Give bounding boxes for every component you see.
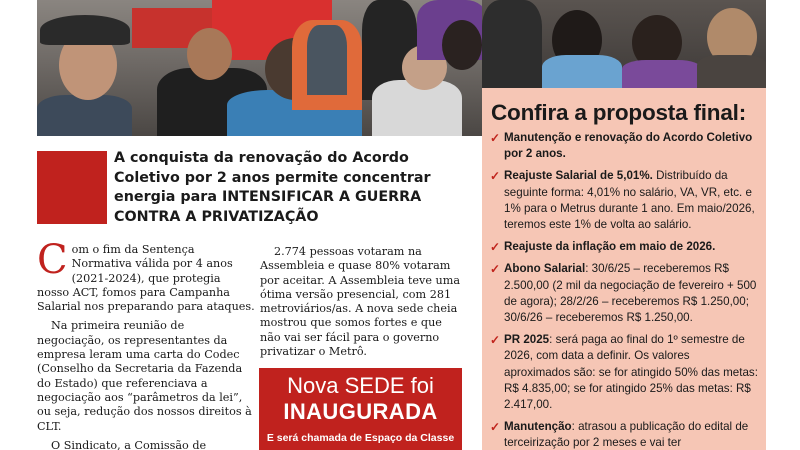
article-headline: A conquista da renovação do Acordo Coletivo por 2 anos permite concentrar energia para INTENSIFICAR A GUERRA CONTRA A PRIVATIZAÇÃO xyxy=(114,150,431,225)
headline-red-square xyxy=(37,151,107,224)
proposal-item xyxy=(490,168,758,233)
article-paragraph-3: O Sindicato, a Comissão de xyxy=(51,438,207,450)
new-headquarters-line2: INAUGURADA xyxy=(283,399,438,424)
proposal-item-lead: Manutenção xyxy=(504,420,572,434)
proposal-item-text: : será paga ao final do 1º semestre de 2026, com data a definir. Os valores aproximados são: se for atingido 50% das metas: R$ 4.835,00; se for atingido 25% das metas: R$ 2.417,00. xyxy=(504,333,758,412)
proposal-item xyxy=(490,419,758,450)
photo-person xyxy=(37,95,132,136)
check-icon: ✓ xyxy=(490,333,501,348)
assembly-photo-right xyxy=(482,0,766,88)
proposal-item-lead: Abono Salarial xyxy=(504,262,586,276)
proposal-item xyxy=(490,130,758,162)
proposal-item xyxy=(490,261,758,326)
check-icon: ✓ xyxy=(490,131,501,145)
article-paragraph-text: om o fim da Sentença Normativa válida por 4 anos (2021-2024), que protegia nosso ACT, fomos para Campanha Salarial nos preparando para ataques. xyxy=(37,243,255,314)
article-paragraph-1 xyxy=(37,237,255,314)
proposal-item-text: : atrasou a publicação do edital de terceirização por 2 meses e vai ter xyxy=(504,420,749,450)
check-icon: ✓ xyxy=(490,262,501,277)
photo-person xyxy=(442,20,482,70)
proposal-item xyxy=(490,239,758,255)
proposal-item-lead: Reajuste Salarial de 5,01%. xyxy=(504,169,653,183)
new-headquarters-box xyxy=(259,368,462,450)
proposal-box xyxy=(482,88,766,450)
article-column-middle xyxy=(260,245,465,364)
check-icon: ✓ xyxy=(490,420,501,435)
photo-person xyxy=(187,28,232,80)
article-column-left xyxy=(37,237,255,450)
proposal-item xyxy=(490,332,758,413)
assembly-photo xyxy=(37,0,482,136)
article-paragraph-votes: 2.774 pessoas votaram na Assembleia e quase 80% votaram por aceitar. A Assembleia teve uma ótima versão presencial, com 281 metroviários/as. A nova sede cheia mostrou que somos fortes e que não vai ser fácil para o governo privatizar o Metrô. xyxy=(260,245,461,359)
check-icon: ✓ xyxy=(490,169,501,184)
photo-person xyxy=(307,25,347,95)
new-headquarters-line1: Nova SEDE foi xyxy=(287,373,434,398)
proposal-list xyxy=(490,130,758,450)
proposal-item-text: : 30/6/25 – receberemos R$ 2.500,00 (2 mil da negociação de fevereiro + 500 de agora); 28/2/26 – receberemos R$ 1.250,00; 30/6/26 – receberemos R$ 1.250,00. xyxy=(504,262,757,325)
proposal-item-lead: Manutenção e renovação do Acordo Coletivo por 2 anos. xyxy=(504,131,753,161)
photo-person xyxy=(40,15,130,45)
proposal-item-lead: Reajuste da inflação em maio de 2026. xyxy=(504,240,716,254)
check-icon: ✓ xyxy=(490,240,501,255)
proposal-item-text: Distribuído da seguinte forma: 4,01% no salário, VA, VR, etc. e 1% para o Metrus durante 1 ano. Em maio/2026, teremos este 1% de volta ao salário. xyxy=(504,169,755,232)
article-paragraph-2: Na primeira reunião de negociação, os representantes da empresa leram uma carta do Codec (Conselho da Secretaria da Fazenda do Estado) que referenciava a negociação aos “parâmetros da lei”, ou seja, redução dos nossos direitos à CLT. xyxy=(37,319,252,433)
new-headquarters-subtitle: E será chamada de Espaço da Classe xyxy=(266,432,455,444)
dropcap-letter: C xyxy=(37,237,68,283)
proposal-item-lead: PR 2025 xyxy=(504,333,550,347)
proposal-title: Confira a proposta final: xyxy=(491,100,747,125)
